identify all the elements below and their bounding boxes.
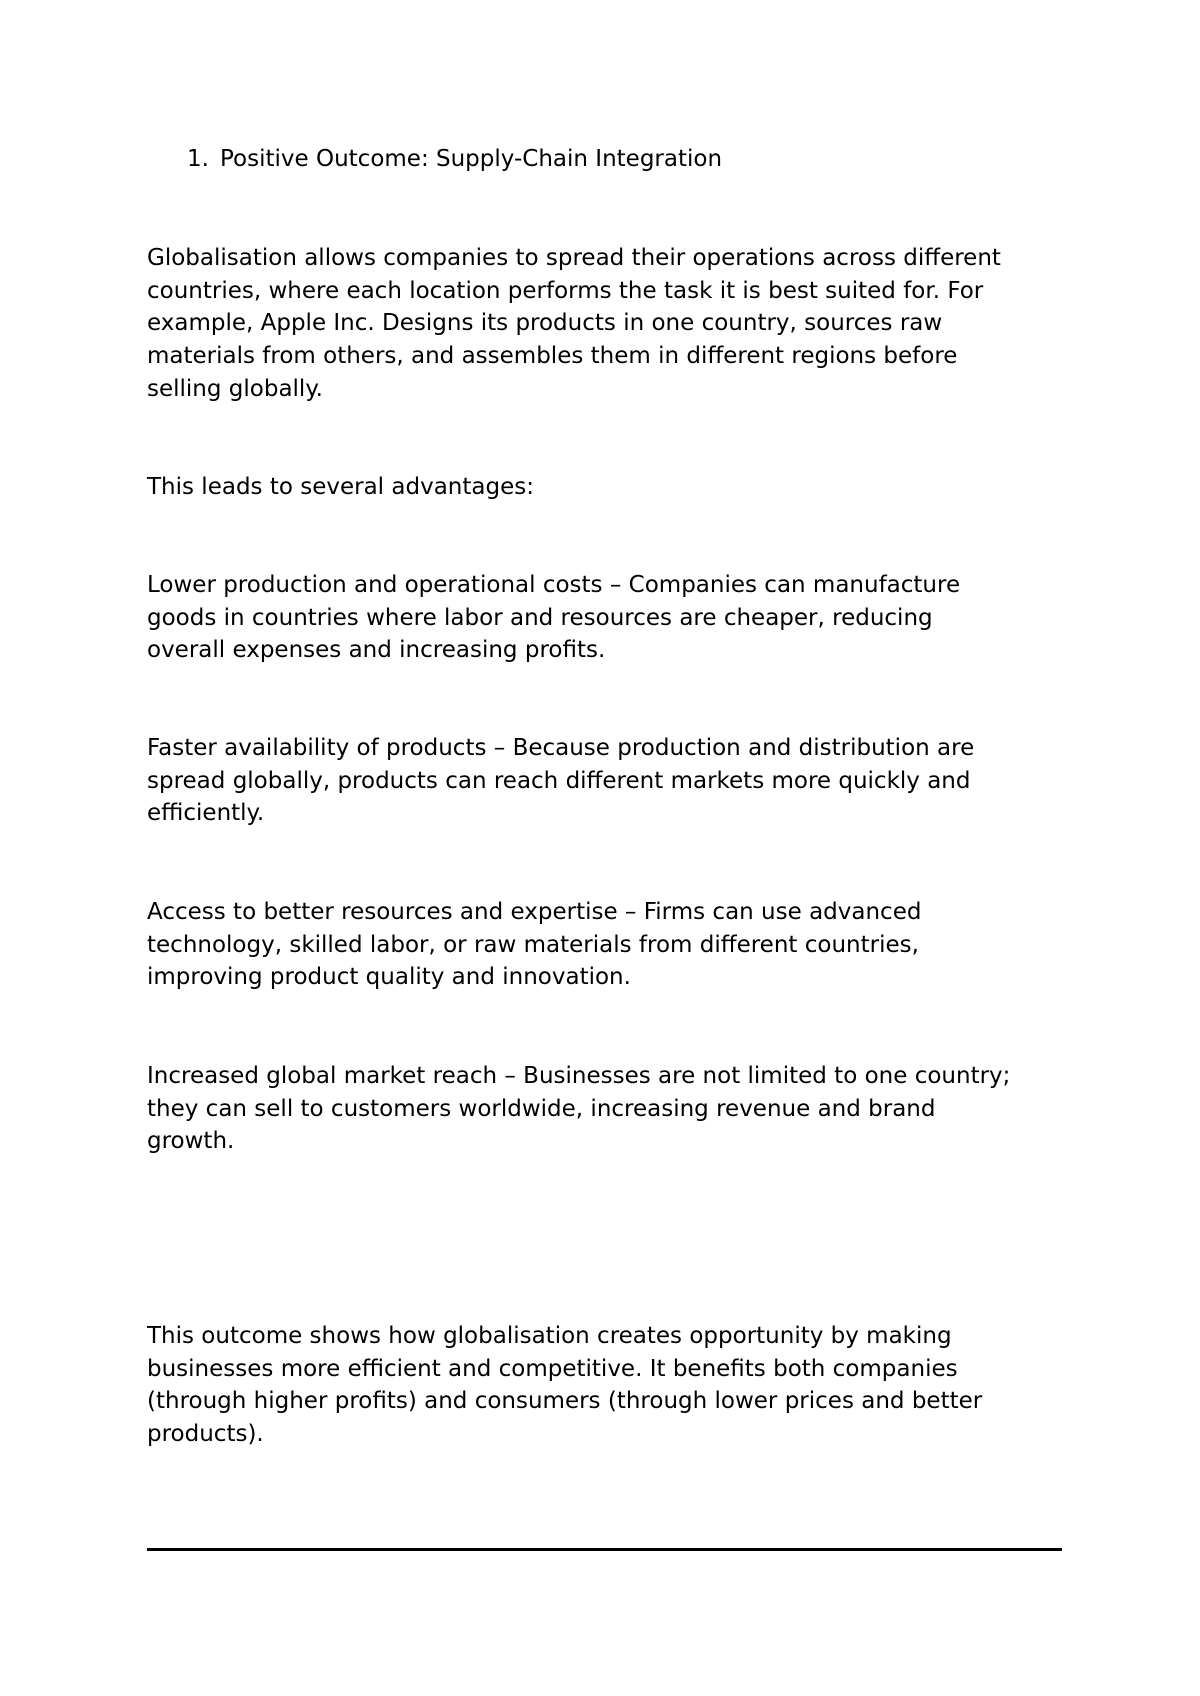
advantage-paragraph-costs: Lower production and operational costs – Companies can manufacture goods in countries where labor and resources are cheaper, reducing overall expenses and increasing profits.: [147, 572, 961, 664]
advantage-paragraph-market-reach: Increased global market reach – Businesses are not limited to one country; they can sell to customers worldwide, increasing revenue and brand growth.: [147, 1063, 1011, 1155]
intro-paragraph: Globalisation allows companies to spread their operations across different countries, where each location performs the task it is best suited for. For example, Apple Inc. Designs its products in one country, sources raw materials from others, and assembles them in different regions before selling globally.: [147, 245, 1001, 402]
section-heading-text: Positive Outcome: Supply-Chain Integration: [220, 146, 723, 172]
section-heading: [187, 143, 722, 176]
lead-paragraph: This leads to several advantages:: [147, 474, 534, 500]
advantage-paragraph-availability: Faster availability of products – Because production and distribution are spread globally, products can reach different markets more quickly and efficiently.: [147, 735, 975, 827]
list-number: 1.: [187, 146, 209, 172]
conclusion-paragraph: This outcome shows how globalisation creates opportunity by making businesses more efficient and competitive. It benefits both companies (through higher profits) and consumers (through lower prices and better products).: [147, 1323, 983, 1448]
horizontal-divider: [147, 1548, 1062, 1551]
advantage-paragraph-resources: Access to better resources and expertise – Firms can use advanced technology, skilled labor, or raw materials from different countries, improving product quality and innovation.: [147, 899, 922, 991]
